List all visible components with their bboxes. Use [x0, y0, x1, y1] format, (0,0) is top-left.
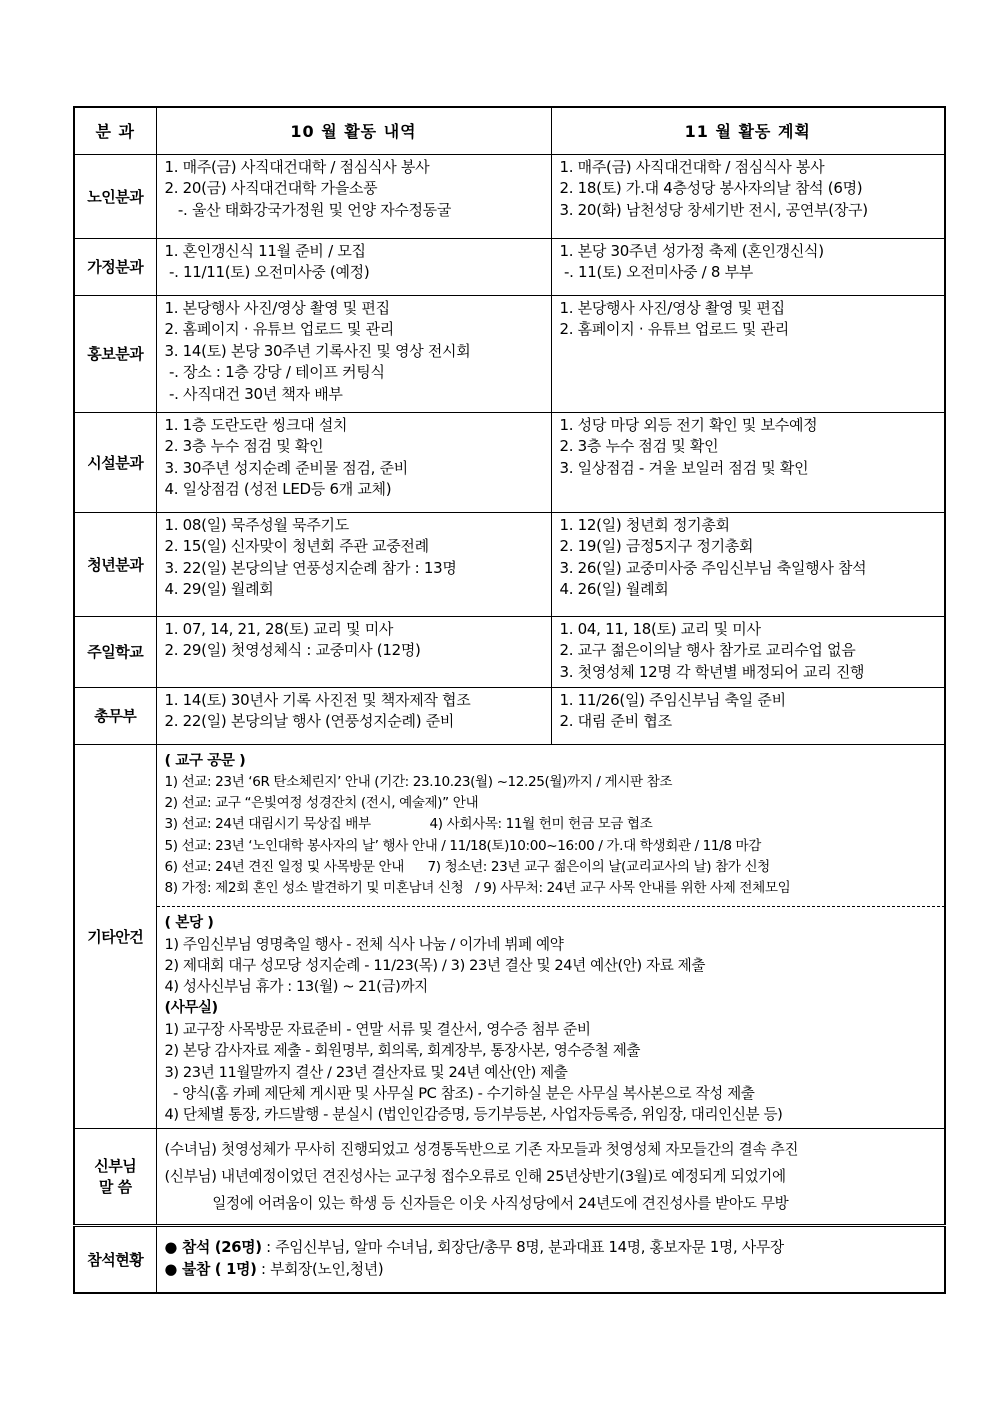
division-label: 시설분과: [74, 412, 156, 512]
division-label: 청년분과: [74, 512, 156, 616]
activity-line: -. 11/11(토) 오전미사중 (예정): [164, 263, 370, 282]
office-item: 1) 교구장 사목방문 자료준비 - 연말 서류 및 결산서, 영수증 첨부 준비: [164, 1021, 591, 1039]
diocese-title: ( 교구 공문 ): [164, 752, 246, 769]
october-activities: [156, 512, 551, 616]
october-activities: [156, 616, 551, 687]
present-label: ● 참석 (26명): [164, 1239, 262, 1257]
activity-line: 1. 본당행사 사진/영상 촬영 및 편집: [164, 298, 390, 317]
activity-line: 3. 14(토) 본당 30주년 기록사진 및 영상 전시회: [164, 341, 471, 360]
activity-line: 1. 본당 30주년 성가정 축제 (혼인갱신식): [559, 241, 824, 260]
activity-line: 2. 3층 누수 점검 및 확인: [559, 437, 719, 456]
activity-line: 1. 11/26(일) 주임신부님 축일 준비: [559, 690, 786, 709]
division-row: [74, 238, 945, 295]
division-row: [74, 295, 945, 412]
activity-line: 4. 26(일) 월례회: [559, 580, 669, 599]
division-row: [74, 687, 945, 744]
activity-line: 2. 20(금) 사직대건대학 가을소풍: [164, 179, 378, 198]
diocese-item: 8) 가정: 제2회 혼인 성소 발견하기 및 미혼남녀 신청 / 9) 사무처: 24년 교구 사목 안내를 위한 사제 전체모임: [164, 880, 791, 897]
priest-line: 일정에 어려움이 있는 학생 등 신자들은 이웃 사직성당에서 24년도에 견진성사를 받아도 무방: [164, 1194, 789, 1212]
division-label: 가정분과: [74, 238, 156, 295]
division-label: 홍보분과: [74, 295, 156, 412]
activity-line: 2. 홈페이지 · 유튜브 업로드 및 관리: [164, 320, 394, 339]
activity-line: 2. 29(일) 첫영성체식 : 교중미사 (12명): [164, 641, 421, 660]
present-text: : 주임신부님, 알마 수녀님, 회장단/총무 8명, 분과대표 14명, 홍보자문 1명, 사무장: [261, 1239, 784, 1257]
office-item: 3) 23년 11월말까지 결산 / 23년 결산자료 및 24년 예산(안) 제출: [164, 1063, 568, 1081]
parish-title: ( 본당 ): [164, 914, 214, 931]
november-plans: [551, 295, 945, 412]
activity-line: 3. 30주년 성지순례 준비물 점검, 준비: [164, 458, 408, 477]
attendance-label: 참석현황: [74, 1225, 156, 1293]
activity-line: 1. 08(일) 묵주성월 묵주기도: [164, 515, 349, 534]
priest-content: [156, 1128, 945, 1225]
priest-list: [157, 1134, 945, 1219]
activity-line: 4. 일상점검 (성전 LED등 6개 교체): [164, 480, 392, 499]
etc-row: [74, 744, 945, 1128]
activity-line: 3. 첫영성체 12명 각 학년별 배정되어 교리 진행: [559, 662, 865, 681]
activity-line: 1. 본당행사 사진/영상 촬영 및 편집: [559, 298, 785, 317]
division-label: 총무부: [74, 687, 156, 744]
diocese-item: 6) 선교: 24년 견진 일정 및 사목방문 안내 7) 청소년: 23년 교구 젊은이의 날(교리교사의 날) 참가 신청: [164, 858, 770, 875]
diocese-item: 3) 선교: 24년 대림시기 묵상집 배부 4) 사회사목: 11월 헌미 헌금 모금 협조: [164, 816, 653, 833]
office-list: [165, 1019, 945, 1125]
parish-list: [165, 934, 945, 998]
activity-line: 1. 매주(금) 사직대건대학 / 점심식사 봉사: [559, 157, 825, 176]
activity-line: 1. 14(토) 30년사 기록 사진전 및 책자제작 협조: [164, 690, 471, 709]
diocese-item: 5) 선교: 23년 ‘노인대학 봉사자의 날’ 행사 안내 / 11/18(토)10:00~16:00 / 가.대 학생회관 / 11/8 마감: [164, 837, 761, 854]
activity-line: 1. 성당 마당 외등 전기 확인 및 보수예정: [559, 415, 818, 434]
activity-line: 2. 홈페이지 · 유튜브 업로드 및 관리: [559, 320, 789, 339]
activity-line: 2. 3층 누수 점검 및 확인: [164, 437, 324, 456]
activity-line: 3. 일상점검 - 겨울 보일러 점검 및 확인: [559, 458, 809, 477]
october-activities: [156, 687, 551, 744]
header-division: 분 과: [74, 107, 156, 154]
division-row: [74, 616, 945, 687]
etc-label: 기타안건: [74, 744, 156, 1128]
priest-line: (신부님) 내년예정이었던 견진성사는 교구청 접수오류로 인해 25년상반기(3월)로 예정되게 되었기에: [164, 1167, 786, 1185]
priest-line: (수녀님) 첫영성체가 무사히 진행되었고 성경통독반으로 기존 자모들과 첫영성체 자모들간의 결속 추진: [164, 1140, 799, 1158]
header-november: 11 월 활동 계획: [551, 107, 945, 154]
activity-line: -. 장소 : 1층 강당 / 테이프 커팅식: [164, 363, 385, 382]
october-activities: [156, 238, 551, 295]
division-label: 노인분과: [74, 154, 156, 238]
division-rows: [74, 154, 945, 744]
division-row: [74, 512, 945, 616]
november-plans: [551, 687, 945, 744]
diocese-item: 1) 선교: 23년 ‘6R 탄소체린지’ 안내 (기간: 23.10.23(월) ~12.25(월)까지 / 게시판 참조: [164, 773, 673, 790]
absent-text: : 부회장(노인,청년): [256, 1261, 384, 1279]
november-plans: [551, 238, 945, 295]
report-table: [73, 106, 946, 1294]
november-plans: [551, 154, 945, 238]
activity-line: 1. 12(일) 청년회 정기총회: [559, 515, 730, 534]
diocese-list: [165, 772, 945, 900]
activity-line: 3. 22(일) 본당의날 연풍성지순례 참가 : 13명: [164, 558, 457, 577]
etc-content: [156, 744, 945, 1128]
activity-line: 2. 19(일) 금정5지구 정기총회: [559, 537, 754, 556]
activity-line: -. 울산 태화강국가정원 및 언양 자수정동굴: [164, 200, 452, 219]
office-item: 2) 본당 감사자료 제출 - 회원명부, 회의록, 회계장부, 통장사본, 영수증철 제출: [164, 1042, 641, 1060]
divider: [157, 906, 946, 907]
october-activities: [156, 295, 551, 412]
diocese-item: 2) 선교: 교구 “은빛여정 성경잔치 (전시, 예술제)” 안내: [164, 795, 479, 812]
division-row: [74, 154, 945, 238]
office-title: (사무실): [164, 999, 218, 1016]
division-row: [74, 412, 945, 512]
activity-line: 1. 1층 도란도란 씽크대 설치: [164, 415, 348, 434]
activity-line: 2. 22(일) 본당의날 행사 (연풍성지순례) 준비: [164, 712, 455, 731]
attendance-content: [156, 1225, 945, 1293]
october-activities: [156, 412, 551, 512]
division-label: 주일학교: [74, 616, 156, 687]
activity-line: 1. 혼인갱신식 11월 준비 / 모집: [164, 241, 366, 260]
october-activities: [156, 154, 551, 238]
november-plans: [551, 412, 945, 512]
priest-label-line2: 말 씀: [98, 1178, 132, 1197]
activity-line: 2. 대림 준비 협조: [559, 712, 672, 731]
activity-line: 3. 20(화) 남천성당 창세기반 전시, 공연부(장구): [559, 200, 868, 219]
activity-line: -. 사직대건 30년 책자 배부: [164, 384, 343, 403]
priest-row: [74, 1128, 945, 1225]
activity-line: 1. 04, 11, 18(토) 교리 및 미사: [559, 619, 761, 638]
activity-line: 4. 29(일) 월례회: [164, 580, 274, 599]
header-october: 10 월 활동 내역: [156, 107, 551, 154]
office-item: - 양식(홈 카페 제단체 게시판 및 사무실 PC 참조) - 수기하실 분은 사무실 복사본으로 작성 제출: [164, 1084, 755, 1102]
activity-line: -. 11(토) 오전미사중 / 8 부부: [559, 263, 753, 282]
priest-label-line1: 신부님: [94, 1157, 137, 1176]
attendance-row: [74, 1225, 945, 1293]
activity-line: 2. 18(토) 가.대 4층성당 봉사자의날 참석 (6명): [559, 179, 863, 198]
absent-label: ● 불참 ( 1명): [164, 1261, 257, 1279]
parish-item: 1) 주임신부님 영명축일 행사 - 전체 식사 나눔 / 이가네 뷔페 예약: [164, 935, 564, 953]
november-plans: [551, 616, 945, 687]
parish-item: 2) 제대회 대구 성모당 성지순례 - 11/23(목) / 3) 23년 결산 및 24년 예산(안) 자료 제출: [164, 957, 706, 975]
activity-line: 1. 07, 14, 21, 28(토) 교리 및 미사: [164, 619, 394, 638]
office-item: 4) 단체별 통장, 카드발행 - 분실시 (법인인감증명, 등기부등본, 사업자등록증, 위임장, 대리인신분 등): [164, 1106, 783, 1124]
activity-line: 3. 26(일) 교중미사중 주임신부님 축일행사 참석: [559, 558, 867, 577]
november-plans: [551, 512, 945, 616]
activity-line: 1. 매주(금) 사직대건대학 / 점심식사 봉사: [164, 157, 430, 176]
activity-line: 2. 교구 젊은이의날 행사 참가로 교리수업 없음: [559, 641, 856, 660]
header-row: [74, 107, 945, 154]
priest-label: [74, 1128, 156, 1225]
activity-line: 2. 15(일) 신자맞이 청년회 주관 교중전례: [164, 537, 429, 556]
parish-item: 4) 성사신부님 휴가 : 13(월) ~ 21(금)까지: [164, 978, 428, 996]
